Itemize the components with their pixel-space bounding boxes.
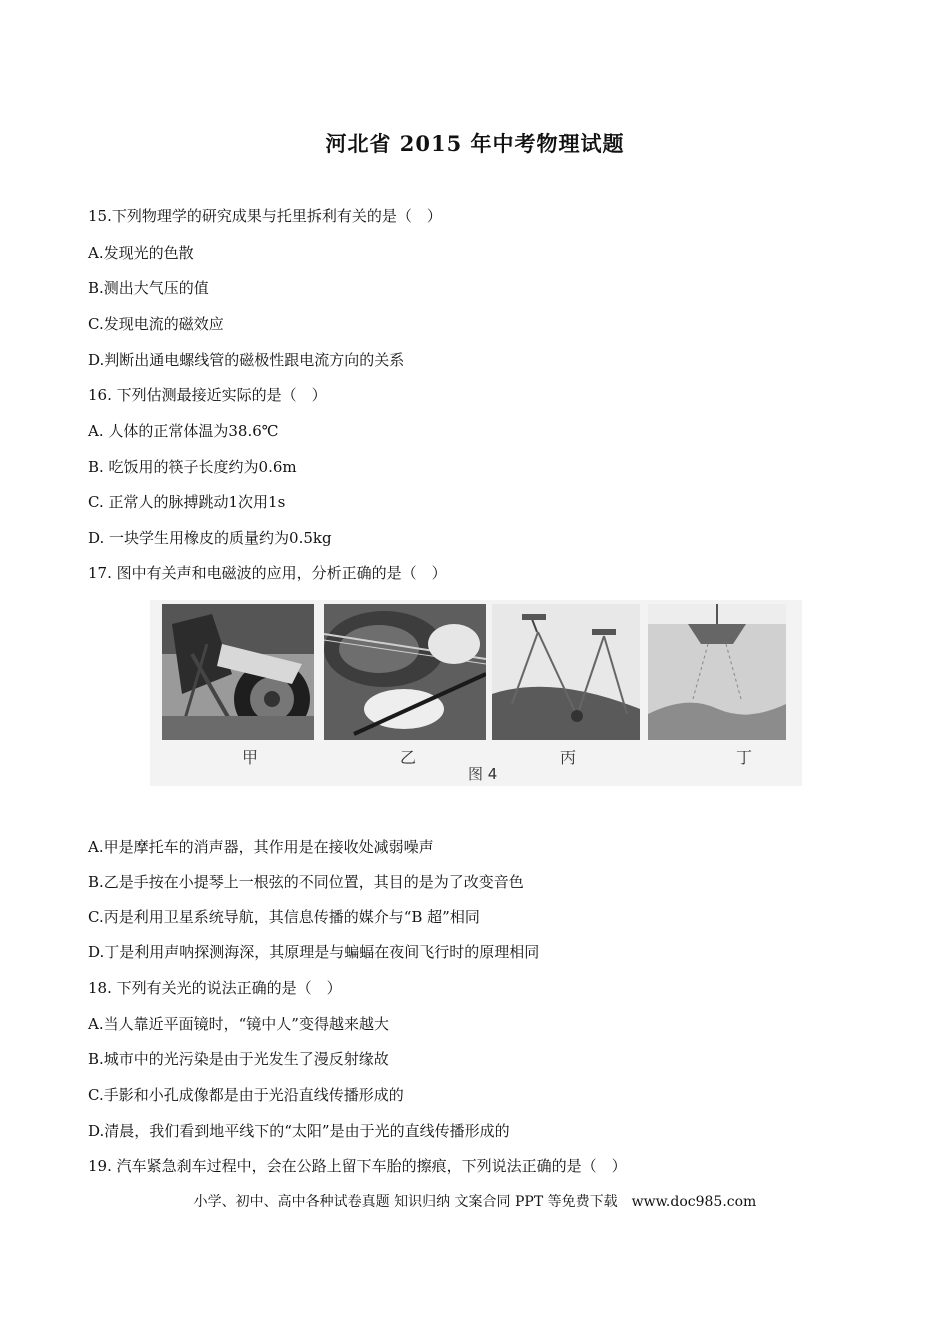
question-15-option-a: A.发现光的色散 xyxy=(88,244,194,262)
question-17-option-b: B.乙是手按在小提琴上一根弦的不同位置，其目的是为了改变音色 xyxy=(88,873,524,891)
motorcycle-muffler-image xyxy=(162,604,314,740)
question-17-option-a: A.甲是摩托车的消声器，其作用是在接收处减弱噪声 xyxy=(88,838,434,856)
question-18-option-a: A.当人靠近平面镜时，“镜中人”变得越来越大 xyxy=(88,1015,389,1033)
sonar-depth-image xyxy=(648,604,786,740)
question-16-stem: 16. 下列估测最接近实际的是（ ） xyxy=(88,386,327,404)
question-16-option-a: A. 人体的正常体温为38.6℃ xyxy=(88,422,279,440)
question-18-option-b: B.城市中的光污染是由于光发生了漫反射缘故 xyxy=(88,1050,389,1068)
figure-4 xyxy=(150,600,802,786)
question-15-option-b: B.测出大气压的值 xyxy=(88,279,209,297)
question-16-option-c: C. 正常人的脉搏跳动1次用1s xyxy=(88,493,286,511)
page-title: 河北省 2015 年中考物理试题 xyxy=(325,131,625,156)
figure-caption-jia: 甲 xyxy=(242,748,259,767)
question-17-option-c: C.丙是利用卫星系统导航，其信息传播的媒介与“B 超”相同 xyxy=(88,908,480,926)
page-footer: 小学、初中、高中各种试卷真题 知识归纳 文案合同 PPT 等免费下载 www.doc985.com xyxy=(193,1194,757,1210)
violin-image xyxy=(324,604,486,740)
question-15-option-c: C.发现电流的磁效应 xyxy=(88,315,224,333)
figure-label: 图 4 xyxy=(468,765,498,783)
question-17-option-d: D.丁是利用声呐探测海深，其原理是与蝙蝠在夜间飞行时的原理相同 xyxy=(88,943,540,961)
question-15-stem: 15.下列物理学的研究成果与托里拆利有关的是（ ） xyxy=(88,207,442,225)
figure-caption-yi: 乙 xyxy=(400,748,417,767)
question-18-option-c: C.手影和小孔成像都是由于光沿直线传播形成的 xyxy=(88,1086,404,1104)
question-18-stem: 18. 下列有关光的说法正确的是（ ） xyxy=(88,979,342,997)
question-18-option-d: D.清晨，我们看到地平线下的“太阳”是由于光的直线传播形成的 xyxy=(88,1122,510,1140)
satellite-navigation-image xyxy=(492,604,640,740)
question-16-option-d: D. 一块学生用橡皮的质量约为0.5kg xyxy=(88,529,332,547)
question-17-stem: 17. 图中有关声和电磁波的应用，分析正确的是（ ） xyxy=(88,564,447,582)
question-16-option-b: B. 吃饭用的筷子长度约为0.6m xyxy=(88,458,297,476)
figure-caption-bing: 丙 xyxy=(560,748,577,767)
figure-caption-ding: 丁 xyxy=(736,748,753,767)
question-19-stem: 19. 汽车紧急刹车过程中，会在公路上留下车胎的擦痕，下列说法正确的是（ ） xyxy=(88,1157,627,1175)
question-15-option-d: D.判断出通电螺线管的磁极性跟电流方向的关系 xyxy=(88,351,405,369)
